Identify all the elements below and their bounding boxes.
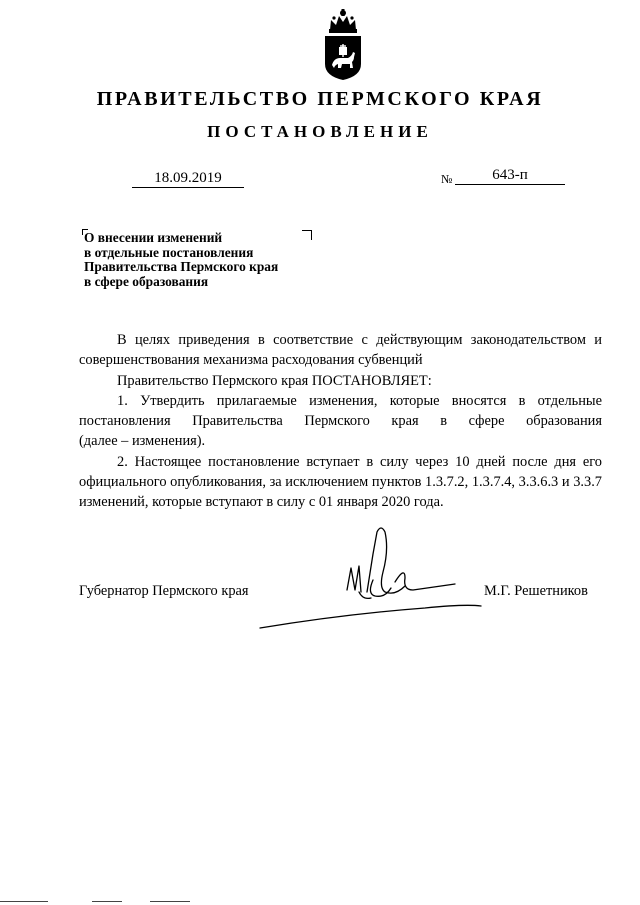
document-body	[79, 330, 602, 513]
org-title: ПРАВИТЕЛЬСТВО ПЕРМСКОГО КРАЯ	[96, 88, 544, 110]
subject-line: Правительства Пермского края	[84, 259, 279, 275]
paragraph-resolves: Правительство Пермского края ПОСТАНОВЛЯЕТ:	[117, 372, 432, 389]
paragraph-item-2: 2. Настоящее постановление вступает в силу через 10 дней после дня его официального опубликования, за исключением пунктов 1.3.7.2, 1.3.7.4, 3.3.6.3 и 3.3.7 изменений, которые вступают в силу с 01 января 2020 года.	[79, 453, 602, 511]
signatory-title: Губернатор Пермского края	[79, 583, 249, 599]
subject-heading	[84, 231, 324, 289]
handwritten-signature	[255, 520, 485, 635]
perm-krai-coat-of-arms-icon	[322, 8, 364, 82]
document-number: 643-п	[455, 166, 565, 185]
paragraph-item-1: 1. Утвердить прилагаемые изменения, которые вносятся в отдельные постановления Правительства Пермского края в сфере образования	[79, 392, 602, 430]
number-label: №	[441, 172, 453, 186]
footer-rule	[150, 901, 190, 902]
document-type: ПОСТАНОВЛЕНИЕ	[207, 122, 433, 141]
footer-rule	[0, 901, 48, 902]
subject-line: в сфере образования	[84, 273, 209, 289]
subject-line: в отдельные постановления	[84, 244, 254, 260]
paragraph-item-1-cont: (далее – изменения).	[79, 433, 206, 450]
signatory-name: М.Г. Решетников	[484, 583, 588, 599]
subject-line: О внесении изменений	[84, 230, 223, 245]
paragraph-preamble: В целях приведения в соответствие с действующим законодательством и совершенствования механизма расходования субвенций	[79, 332, 602, 369]
document-date: 18.09.2019	[132, 169, 244, 188]
footer-rule	[92, 901, 122, 902]
